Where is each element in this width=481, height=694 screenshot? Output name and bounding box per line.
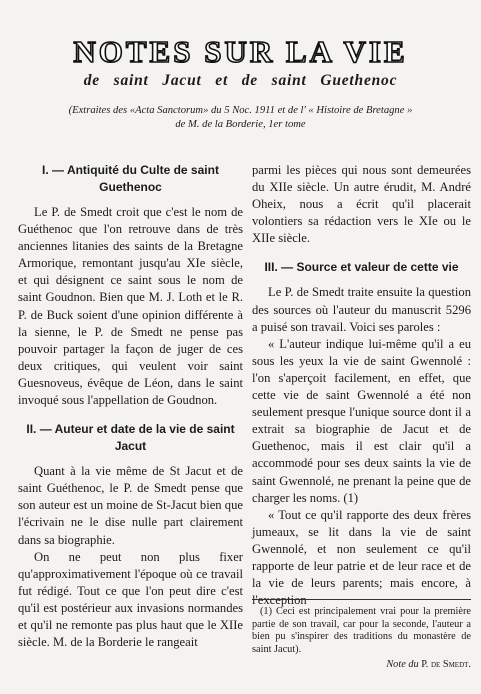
paragraph-auteur-1: Quant à la vie même de St Jacut et de saint Guéthenoc, le P. de Smedt pense que son auteur est un moine de St-Jacut bien que l'écrivain ne le dise nulle part clairement dans sa biographie. [18,464,243,547]
section-heading-antiquite: I. — Antiquité du Culte de saint Guethenoc [42,163,219,194]
footnote-signature-name: P. de Smedt. [421,659,471,670]
footnote-signature [252,659,471,672]
section-heading-auteur: II. — Auteur et date de la vie de saint Jacut [26,422,235,454]
quote-paragraph-1: « L'auteur indique lui-même qu'il a eu sous les yeux la vie de saint Gwennolé : l'on s'aperçoit facilement, en effet, que cette vie de saint Gwennolé a été non seulement presque l'unique source dont il a extrait sa biographie de Jacut et de Guethenoc, mais il est clair qu'il a accommodé pour ses deux saints la vie de saint Gwennolé, ne prenant la peine que de charger les noms. (1) [252,336,471,505]
page-header [0,36,481,132]
left-column [18,162,243,651]
footnote [252,599,471,672]
footnote-signature-prefix: Note du [386,659,419,670]
section-heading-source: III. — Source et valeur de cette vie [264,260,459,275]
paragraph-auteur-2: On ne peut non plus fixer qu'approximativement l'époque où ce travail fut rédigé. Tout ce que l'on peut dire c'est qu'il est postérieur aux invasions normandes et qu'il ne remonte pas plus haut que le XIIe siècle. M. de la Borderie le rangeait [18,549,243,650]
page-title: NOTES SUR LA VIE [73,34,408,69]
quote-paragraph-2: « Tout ce qu'il rapporte des deux frères jumeaux, se lit dans la vie de saint Gwennolé, et non seulement ce qu'il rapporte de leur patrie et de leur race et de la vie de leurs parents; mais encore, à l'exception [252,507,471,608]
right-column [252,162,471,609]
page-subtitle: de saint Jacut et de saint Guethenoc [83,72,398,89]
footnote-text: (1) Ceci est principalement vrai pour la première partie de son travail, car pour la seconde, l'auteur a bien pu s'inspirer des traditions du monastère de saint Jacut). [252,606,471,655]
source-note-line-1: (Extraites des «Acta Sanctorum» du 5 Noc. 1911 et de l' « Histoire de Bretagne » [68,105,413,116]
paragraph-source-1: Le P. de Smedt traite ensuite la question des sources où l'auteur du manuscrit 5296 a puisé son travail. Voici ses paroles : [252,285,471,334]
paragraph-antiquite: Le P. de Smedt croit que c'est le nom de Guéthenoc que l'on retrouve dans de très anciennes litanies des saints de la Bretagne Armorique, remontant jusqu'au XIe siècle, et qui désignent ce saint sous le nom de saint Goudnon. Bien que M. J. Loth et le R. P. de Buck soient d'une opinion différente à la sienne, le P. de Smedt ne pense pas pouvoir partager la façon de juger de ces deux critiques, qui veulent voir saint Guesnoveus, évêque de Léon, dans le saint invoqué sous l'appellation de Goudnon. [18,205,243,408]
source-note [0,104,481,132]
paragraph-continuation: parmi les pièces qui nous sont demeurées du XIIe siècle. Un autre érudit, M. André Oheix, nous a écrit qu'il placerait volontiers sa rédaction vers le XIe ou le XIIe siècle. [252,163,471,246]
source-note-line-2: de M. de la Borderie, 1er tome [175,119,306,130]
